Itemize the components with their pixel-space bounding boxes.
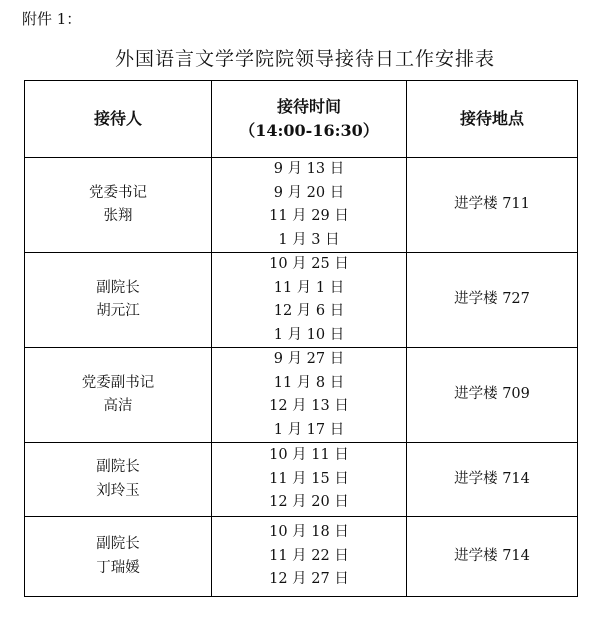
reception-date: 9 月 13 日 (273, 161, 345, 177)
header-person: 接待人 (25, 81, 212, 158)
location-cell: 进学楼 709 (407, 348, 578, 443)
document-title: 外国语言文学学院院领导接待日工作安排表 (114, 48, 495, 70)
person-cell (25, 348, 212, 443)
dates-cell (212, 443, 407, 517)
header-time-label: 接待时间 (276, 97, 341, 116)
person-cell (25, 253, 212, 348)
table-row (25, 253, 578, 348)
table-row (25, 348, 578, 443)
reception-date: 10 月 18 日 (269, 524, 349, 541)
person-name: 刘玲玉 (96, 482, 140, 499)
reception-date: 11 月 8 日 (273, 374, 345, 391)
person-cell (25, 158, 212, 253)
location-cell: 进学楼 727 (407, 253, 578, 348)
person-name: 高洁 (103, 398, 133, 414)
reception-date: 1 月 17 日 (273, 421, 345, 438)
reception-date: 10 月 11 日 (269, 447, 349, 464)
reception-date: 12 月 20 日 (269, 494, 349, 511)
reception-date: 10 月 25 日 (269, 256, 349, 272)
reception-date: 9 月 27 日 (273, 351, 345, 367)
reception-date: 12 月 27 日 (269, 571, 349, 588)
header-time (212, 81, 407, 158)
reception-date: 12 月 13 日 (269, 398, 349, 414)
person-cell (25, 443, 212, 517)
attachment-label: 附件 1： (22, 10, 82, 28)
reception-schedule-table (24, 80, 578, 597)
reception-date: 9 月 20 日 (273, 184, 345, 201)
reception-date: 11 月 15 日 (269, 470, 349, 487)
person-name: 胡元江 (96, 303, 140, 319)
person-role: 副院长 (96, 459, 140, 475)
dates-cell (212, 348, 407, 443)
reception-date: 1 月 10 日 (273, 326, 345, 343)
table-row (25, 158, 578, 253)
location-cell: 进学楼 711 (407, 158, 578, 253)
person-role: 党委副书记 (81, 374, 155, 391)
person-name: 丁瑞媛 (96, 559, 140, 576)
person-role: 党委书记 (89, 184, 147, 201)
reception-date: 1 月 3 日 (278, 231, 340, 248)
dates-cell (212, 517, 407, 597)
person-cell (25, 517, 212, 597)
table-row (25, 517, 578, 597)
dates-cell (212, 158, 407, 253)
table-row (25, 443, 578, 517)
person-name: 张翔 (103, 208, 133, 224)
reception-date: 12 月 6 日 (273, 303, 345, 319)
header-time-range: （14:00-16:30） (239, 121, 379, 140)
reception-date: 11 月 22 日 (269, 547, 349, 564)
header-location: 接待地点 (407, 81, 578, 158)
location-cell: 进学楼 714 (407, 517, 578, 597)
reception-date: 11 月 29 日 (269, 208, 349, 224)
person-role: 副院长 (96, 536, 140, 552)
table-header-row (25, 81, 578, 158)
dates-cell (212, 253, 407, 348)
reception-date: 11 月 1 日 (273, 279, 345, 296)
location-cell: 进学楼 714 (407, 443, 578, 517)
person-role: 副院长 (96, 279, 140, 296)
